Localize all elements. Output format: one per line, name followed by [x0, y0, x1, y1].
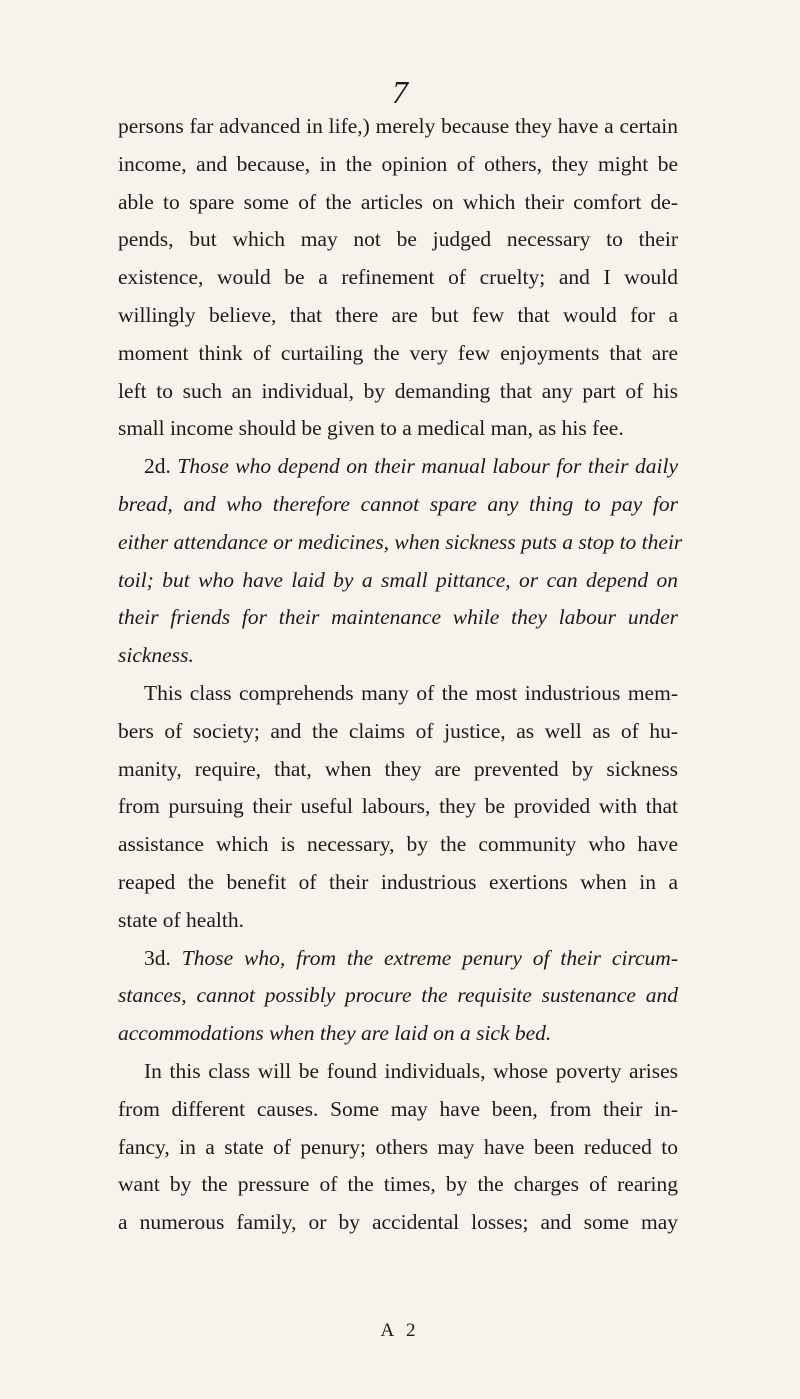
text-line [118, 297, 678, 335]
text-line [118, 1129, 678, 1167]
text-line [118, 751, 678, 789]
body-text [118, 108, 683, 1242]
text-line [118, 599, 678, 637]
line-text: accommodations when they are laid on a sick bed. [118, 1021, 552, 1046]
line-text: able to spare some of the articles on which their comfort de- [118, 189, 678, 214]
line-text: bread, and who therefore cannot spare any thing to pay for [118, 491, 678, 516]
line-text: their friends for their maintenance while they labour under [118, 605, 678, 630]
line-text: toil; but who have laid by a small pittance, or can depend on [118, 567, 678, 592]
text-line [118, 902, 678, 940]
line-text: a numerous family, or by accidental losses; and some may [118, 1210, 678, 1235]
text-line [118, 1091, 678, 1129]
line-text: small income should be given to a medical man, as his fee. [118, 416, 624, 441]
text-line [118, 864, 678, 902]
text-line [118, 335, 678, 373]
text-line [118, 977, 678, 1015]
line-text: state of health. [118, 907, 244, 932]
text-line [118, 1053, 678, 1091]
line-text: from pursuing their useful labours, they be provided with that [118, 794, 678, 819]
line-text: persons far advanced in life,) merely because they have a certain [118, 114, 678, 138]
line-text: In this class will be found individuals, whose poverty arises [144, 1058, 678, 1083]
text-line [118, 486, 678, 524]
line-text: from different causes. Some may have been, from their in- [118, 1096, 678, 1121]
text-line [118, 259, 678, 297]
line-text: bers of society; and the claims of justice, as well as of hu- [118, 718, 678, 743]
text-line [118, 562, 678, 600]
text-line [118, 1166, 678, 1204]
line-text: want by the pressure of the times, by the charges of rearing [118, 1172, 678, 1197]
line-text: Those who, from the extreme penury of their circum- [181, 945, 678, 970]
line-text: fancy, in a state of penury; others may have been reduced to [118, 1134, 678, 1159]
page-number: 7 [392, 74, 408, 110]
text-line [118, 524, 683, 562]
text-line [118, 788, 678, 826]
text-line [118, 410, 678, 448]
text-line [118, 373, 678, 411]
text-line [118, 637, 678, 675]
text-line [118, 675, 678, 713]
line-text: assistance which is necessary, by the community who have [118, 832, 678, 857]
text-line [118, 1015, 678, 1053]
text-line [118, 221, 678, 259]
text-line [118, 713, 678, 751]
line-text: This class comprehends many of the most industrious mem- [144, 680, 678, 705]
signature-mark: A 2 [380, 1320, 420, 1341]
line-text: existence, would be a refinement of cruelty; and I would [118, 265, 678, 290]
section-number: 2d. [144, 454, 171, 479]
text-line [118, 940, 678, 978]
line-text: Those who depend on their manual labour for their daily [177, 454, 679, 479]
line-text: manity, require, that, when they are prevented by sickness [118, 756, 678, 781]
text-line [118, 184, 678, 222]
line-text: willingly believe, that there are but few that would for a [118, 302, 678, 327]
line-text: either attendance or medicines, when sickness puts a stop to their [118, 529, 683, 554]
line-text: left to such an individual, by demanding that any part of his [118, 378, 678, 403]
text-line [118, 448, 678, 486]
line-text: income, and because, in the opinion of others, they might be [118, 151, 678, 176]
line-text: stances, cannot possibly procure the requisite sustenance and [118, 983, 678, 1008]
line-text: reaped the benefit of their industrious exertions when in a [118, 869, 678, 894]
section-number: 3d. [144, 945, 171, 970]
text-line [118, 826, 678, 864]
text-line [118, 108, 678, 146]
line-text: sickness. [118, 643, 194, 668]
line-text: pends, but which may not be judged necessary to their [118, 227, 678, 252]
text-line [118, 146, 678, 184]
text-line [118, 1204, 678, 1242]
line-text: moment think of curtailing the very few enjoyments that are [118, 340, 678, 365]
